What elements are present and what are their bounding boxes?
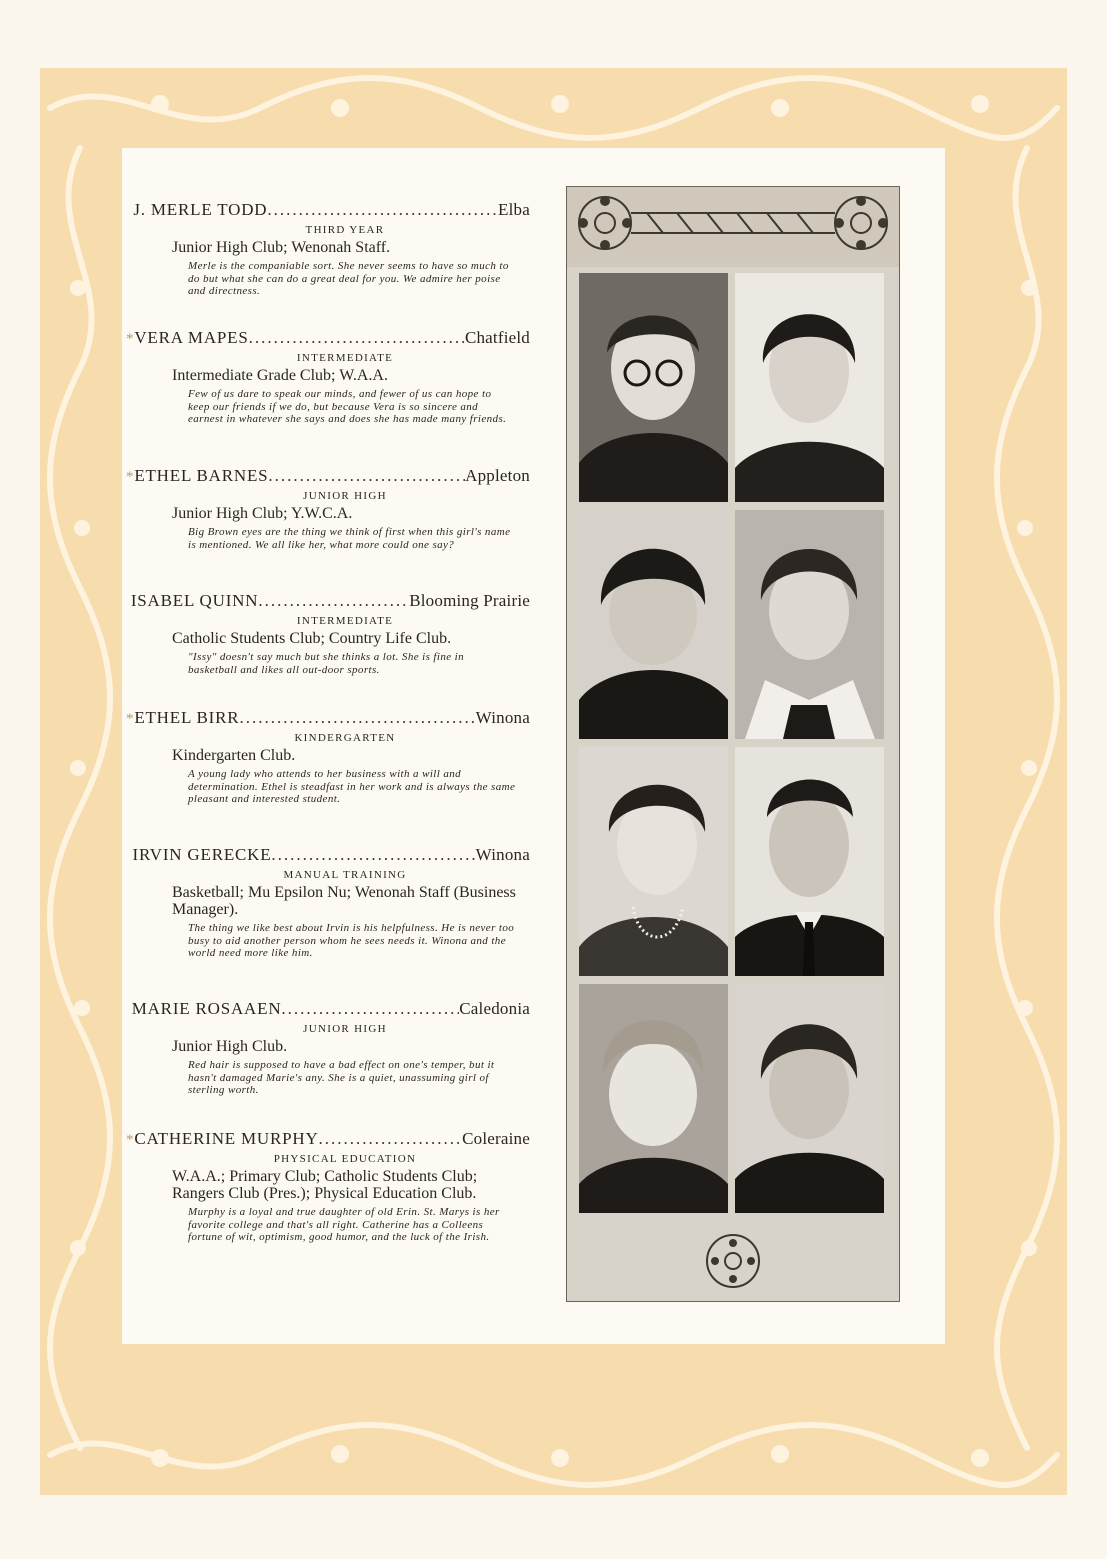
star-mark: * xyxy=(126,469,135,485)
portrait-man-suit xyxy=(735,747,884,976)
student-entry xyxy=(130,591,530,676)
student-name: J. MERLE TODD xyxy=(133,200,268,219)
student-blurb: Few of us dare to speak our minds, and fewer of us can hope to keep our friends if we do, but because Vera is so sincere and earnest in whatever she says and does she has made many friends. xyxy=(188,388,507,425)
portrait-photo xyxy=(735,984,884,1213)
leader-dots xyxy=(281,999,459,1019)
name-line xyxy=(130,591,530,611)
portrait-photo xyxy=(735,510,884,739)
hometown: Winona xyxy=(475,708,530,727)
portrait-photo xyxy=(579,747,728,976)
leader-dots xyxy=(268,466,465,486)
student-entry xyxy=(126,708,530,806)
hometown: Chatfield xyxy=(464,328,530,347)
activities: Basketball; Mu Epsilon Nu; Wenonah Staff (Business Manager). xyxy=(172,884,516,918)
activities: Junior High Club; Wenonah Staff. xyxy=(172,239,391,256)
course-of-study: PHYSICAL EDUCATION xyxy=(273,1153,417,1165)
course-of-study: THIRD YEAR xyxy=(305,224,385,236)
leader-dots xyxy=(271,845,475,865)
portrait-woman xyxy=(735,273,884,502)
rosette-ornament xyxy=(703,1231,763,1291)
rope-ornament-header xyxy=(567,187,899,267)
portrait-woman-collar xyxy=(735,510,884,739)
course-of-study: INTERMEDIATE xyxy=(296,352,394,364)
name-line xyxy=(132,845,530,865)
name-line xyxy=(133,200,530,220)
course-of-study: MANUAL TRAINING xyxy=(283,869,407,881)
portrait-column xyxy=(566,186,900,1302)
portrait-woman xyxy=(579,984,728,1213)
portrait-woman xyxy=(735,984,884,1213)
student-name: VERA MAPES xyxy=(134,328,249,347)
student-entry xyxy=(126,328,530,426)
student-blurb: Murphy is a loyal and true daughter of old Erin. St. Marys is her favorite college and that's all right. Catherine has a Colleens fortune of wit, optimism, good humor, and the luck of the Irish. xyxy=(188,1206,500,1243)
course-of-study: INTERMEDIATE xyxy=(296,615,394,627)
student-blurb: A young lady who attends to her business with a will and determination. Ethel is steadfast in her work and is always the same pleasant and interested student. xyxy=(188,768,516,805)
hometown: Appleton xyxy=(465,466,530,485)
student-entry xyxy=(126,1129,530,1244)
portrait-woman xyxy=(579,510,728,739)
student-name: CATHERINE MURPHY xyxy=(134,1129,319,1148)
name-line xyxy=(126,328,530,348)
course-of-study: KINDERGARTEN xyxy=(294,732,396,744)
activities: Kindergarten Club. xyxy=(172,747,296,764)
student-name: IRVIN GERECKE xyxy=(132,845,272,864)
student-name: ETHEL BARNES xyxy=(134,466,269,485)
student-blurb: Big Brown eyes are the thing we think of first when this girl's name is mentioned. We all like her, what more could one say? xyxy=(188,526,511,551)
activities: Junior High Club. xyxy=(172,1038,288,1055)
leader-dots xyxy=(249,328,465,348)
student-entry xyxy=(133,200,530,298)
activities: Junior High Club; Y.W.C.A. xyxy=(172,505,353,522)
student-blurb: The thing we like best about Irvin is his helpfulness. He is never too busy to aid another person whom he sees needs it. Winona and the world need more like him. xyxy=(188,922,515,959)
student-blurb: Merle is the companiable sort. She never seems to have so much to do but what she can do a great deal for you. We admire her poise and directness. xyxy=(188,260,509,297)
hometown: Blooming Prairie xyxy=(409,591,530,610)
course-of-study: JUNIOR HIGH xyxy=(303,490,387,502)
portrait-photo xyxy=(579,984,728,1213)
student-blurb: Red hair is supposed to have a bad effect on one's temper, but it hasn't damaged Marie's any. She is a quiet, unassuming girl of sterling worth. xyxy=(188,1059,495,1096)
student-entry xyxy=(131,999,530,1097)
star-mark: * xyxy=(126,711,135,727)
hometown: Coleraine xyxy=(462,1129,530,1148)
student-blurb: "Issy" doesn't say much but she thinks a lot. She is fine in basketball and likes all out-door sports. xyxy=(188,651,465,676)
student-entry xyxy=(132,845,530,960)
leader-dots xyxy=(258,591,409,611)
leader-dots xyxy=(267,200,498,220)
portrait-woman-glasses xyxy=(579,273,728,502)
name-line xyxy=(126,466,530,486)
activities: Intermediate Grade Club; W.A.A. xyxy=(172,367,388,384)
student-name: ETHEL BIRR xyxy=(134,708,240,727)
leader-dots xyxy=(239,708,475,728)
portrait-photo xyxy=(579,273,728,502)
activities: W.A.A.; Primary Club; Catholic Students Club; Rangers Club (Pres.); Physical Education Club. xyxy=(172,1168,478,1202)
hometown: Elba xyxy=(498,200,530,219)
portrait-photo xyxy=(735,273,884,502)
student-name: ISABEL QUINN xyxy=(130,591,259,610)
star-mark: * xyxy=(126,1132,135,1148)
portrait-photo xyxy=(735,747,884,976)
leader-dots xyxy=(319,1129,463,1149)
hometown: Caledonia xyxy=(459,999,530,1018)
course-of-study: JUNIOR HIGH xyxy=(303,1023,387,1035)
student-name: MARIE ROSAAEN xyxy=(131,999,282,1018)
portrait-woman-pearls xyxy=(579,747,728,976)
student-entry xyxy=(126,466,530,551)
activities: Catholic Students Club; Country Life Club. xyxy=(172,630,452,647)
name-line xyxy=(126,708,530,728)
star-mark: * xyxy=(126,331,135,347)
name-line xyxy=(126,1129,530,1149)
name-line xyxy=(131,999,530,1019)
portrait-photo xyxy=(579,510,728,739)
hometown: Winona xyxy=(475,845,530,864)
